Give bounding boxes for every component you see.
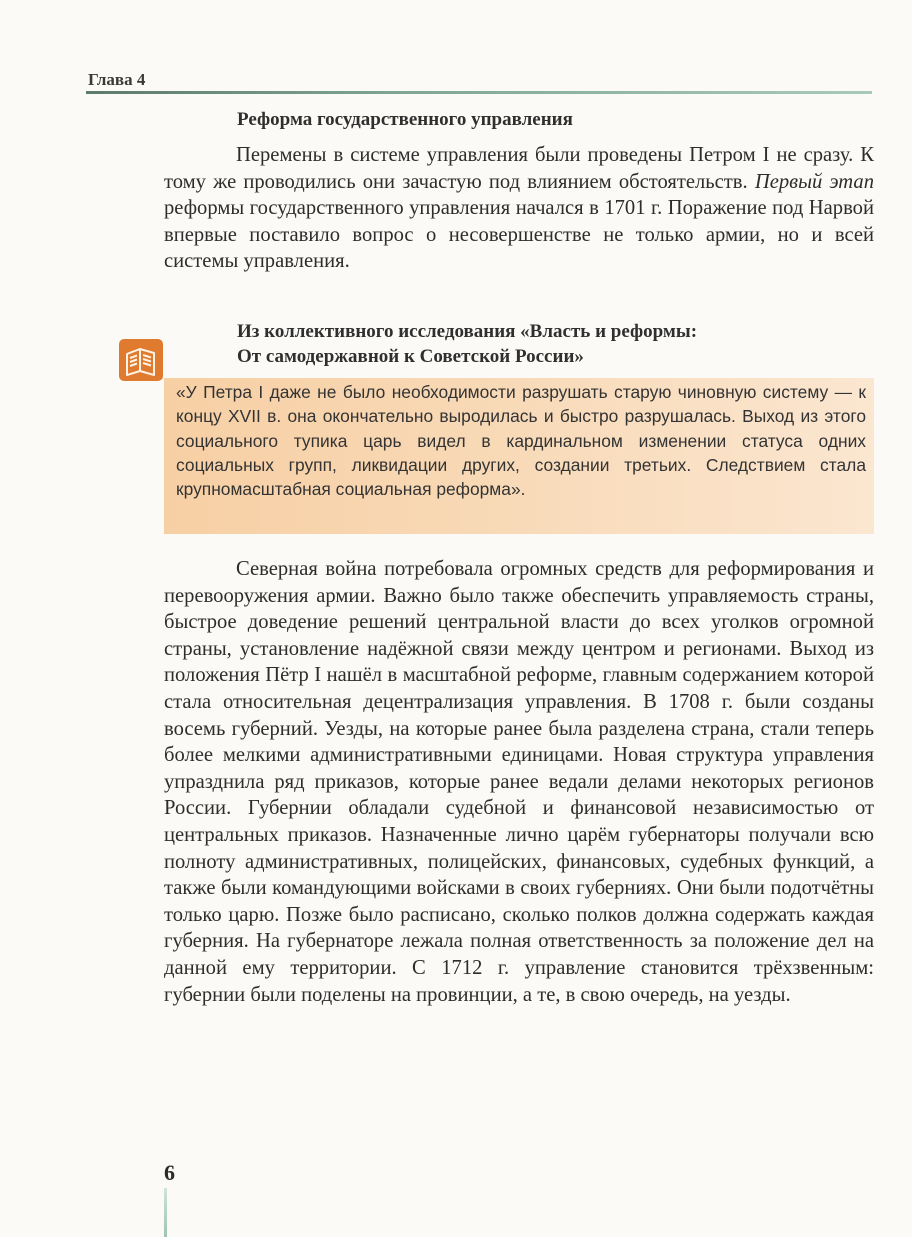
page-header [86, 66, 872, 96]
chapter-label: Глава 4 [88, 70, 146, 89]
quote-text: «У Петра I даже не было необходимости разрушать старую чиновную систему — к концу XVII в. она окончательно выродилась и быстро разрушалась. Выход из этого социального тупика царь видел в кардинальном изменении статуса одних социальных групп, ликвидации других, создании третьих. Следствием стала крупномасштабная социальная реформа». [176, 382, 866, 500]
paragraph-2-text: Северная война потребовала огромных средств для реформирования и перевооружения армии. Важно было также обеспечить управляемость страны, быстрое доведение решений центральной власти до всех уголков огромной страны, установление надёжной связи между центром и регионами. Выход из положения Пётр I нашёл в масштабной реформе, главным содержанием которой стала относительная децентрализация управления. В 1708 г. были созданы восемь губерний. Уезды, на которые ранее была разделена страна, стали теперь более мелкими административными единицами. Новая структура управления упразднила ряд приказов, которые ранее ведали делами некоторых регионов России. Губернии обладали судебной и финансовой независимостью от центральных приказов. Назначенные лично царём губернаторы получали всю полноту административных, полицейских, финансовых, судебных функций, а также были командующими войсками в своих губерниях. Они были подотчётны только царю. Позже было расписано, сколько полков должна содержать каждая губерния. На губернаторе лежала полная ответственность за положение дел на данной ему территории. С 1712 г. управление становится трёхзвенным: губернии были поделены на провинции, а те, в свою очередь, на уезды. [164, 558, 874, 1006]
paragraph-1-emphasis: Первый этап [754, 170, 874, 193]
page-number: 6 [164, 1160, 175, 1185]
header-rule [86, 91, 872, 94]
footer-bar [164, 1188, 167, 1237]
source-heading [237, 319, 877, 369]
paragraph-1 [164, 142, 874, 275]
paragraph-2 [164, 556, 874, 1008]
paragraph-1-text-b: реформы государственного управления начался в 1701 г. Поражение под Нарвой впервые поставило вопрос о несовершенстве не только армии, но и всей системы управления. [164, 197, 874, 273]
book-icon [118, 338, 164, 382]
paragraph-1-text-a: Перемены в системе управления были проведены Петром I не сразу. К тому же проводились они зачастую под влиянием обстоятельств. [164, 144, 874, 193]
source-heading-line-1: Из коллективного исследования «Власть и реформы: [237, 321, 698, 342]
section-heading: Реформа государственного управления [237, 109, 573, 130]
source-heading-line-2: От самодержавной к Советской России» [237, 346, 584, 367]
